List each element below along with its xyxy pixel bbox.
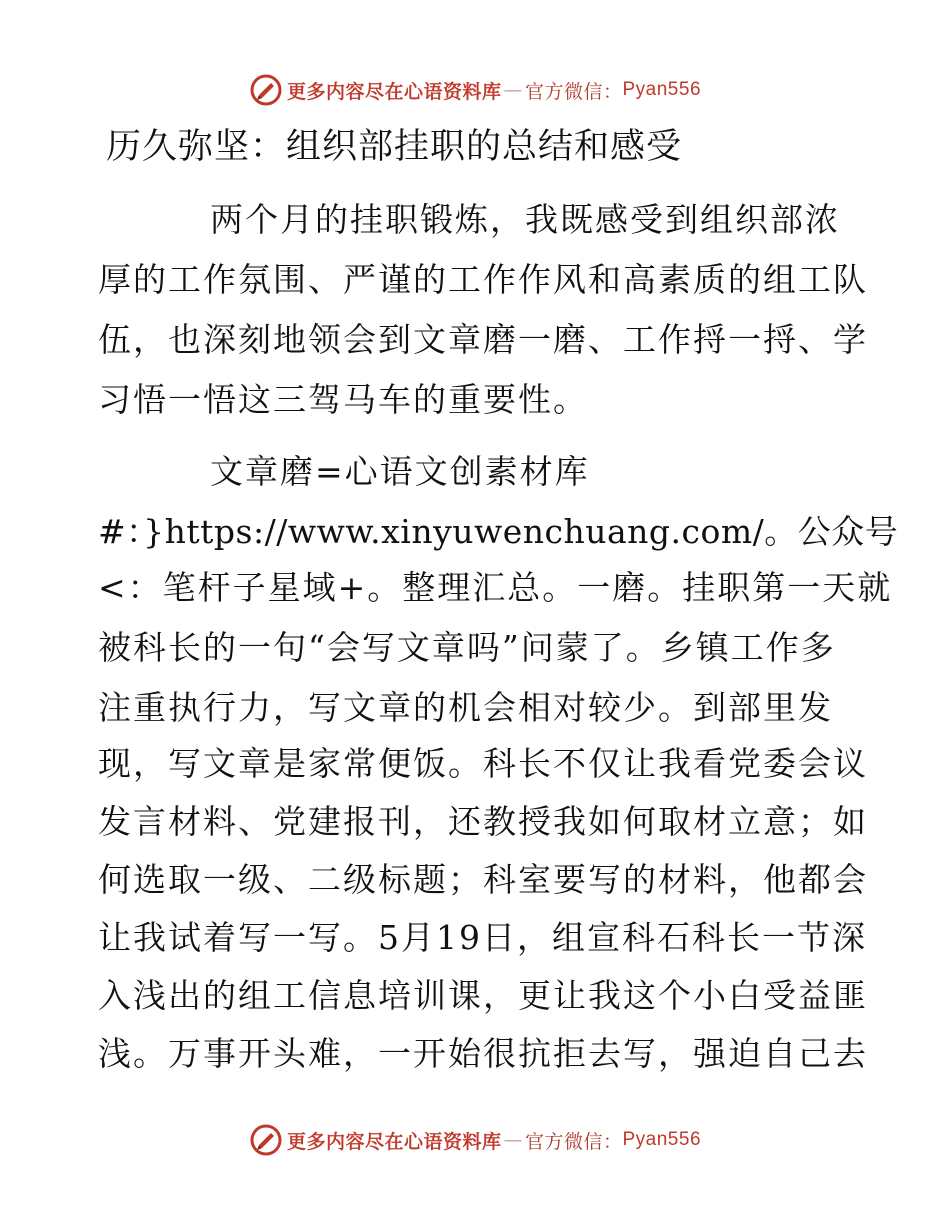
banner-separator: — xyxy=(503,79,523,101)
banner-wechat-id: Pyan556 xyxy=(622,79,702,100)
body-line: 让我试着写一写。5月19日，组宣科石科长一节深 xyxy=(98,918,867,957)
body-line: 发言材料、党建报刊，还教授我如何取材立意；如 xyxy=(98,802,868,841)
body-line: 现，写文章是家常便饭。科长不仅让我看党委会议 xyxy=(98,744,868,783)
banner-wechat-label: 官方微信： xyxy=(524,80,623,103)
body-line: 浅。万事开头难，一开始很抗拒去写，强迫自己去 xyxy=(98,1034,868,1073)
body-line: 注重执行力，写文章的机会相对较少。到部里发 xyxy=(98,688,833,727)
footer-banner xyxy=(0,1120,950,1160)
body-line: 伍，也深刻地领会到文章磨一磨、工作捋一捋、学 xyxy=(98,320,868,359)
body-line: #：}https://www.xinyuwenchuang.com/。公众号 xyxy=(98,512,899,551)
body-line: <：笔杆子星域+。整理汇总。一磨。挂职第一天就 xyxy=(98,568,893,607)
header-banner xyxy=(0,70,950,110)
body-line: 习悟一悟这三驾马车的重要性。 xyxy=(98,380,588,419)
body-line: 文章磨=心语文创素材库 xyxy=(210,452,590,491)
body-line: 被科长的一句“会写文章吗”问蒙了。乡镇工作多 xyxy=(98,628,836,667)
banner-brand: 更多内容尽在心语资料库 xyxy=(286,1130,502,1153)
banner-brand: 更多内容尽在心语资料库 xyxy=(286,80,502,103)
logo-icon xyxy=(249,73,283,107)
banner-wechat-label: 官方微信： xyxy=(524,1130,623,1153)
body-line: 何选取一级、二级标题；科室要写的材料，他都会 xyxy=(98,860,868,899)
banner-wechat-id: Pyan556 xyxy=(622,1129,702,1150)
logo-icon xyxy=(249,1123,283,1157)
body-line: 入浅出的组工信息培训课，更让我这个小白受益匪 xyxy=(98,976,868,1015)
body-line: 厚的工作氛围、严谨的工作作风和高素质的组工队 xyxy=(98,260,868,299)
document-title: 历久弥坚：组织部挂职的总结和感受 xyxy=(106,127,683,167)
body-line: 两个月的挂职锻炼，我既感受到组织部浓 xyxy=(210,200,840,239)
banner-separator: — xyxy=(503,1129,523,1151)
